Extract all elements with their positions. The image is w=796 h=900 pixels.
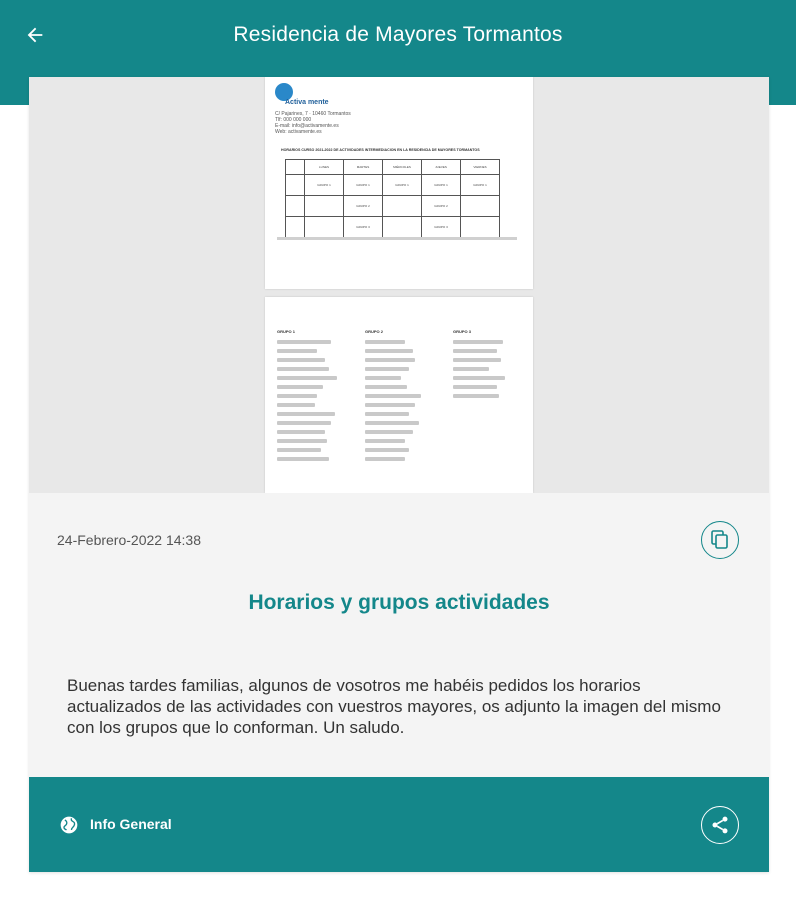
document-page-2 bbox=[265, 297, 533, 493]
category-label[interactable]: Info General bbox=[90, 816, 172, 832]
share-icon bbox=[710, 815, 730, 835]
copy-button[interactable] bbox=[701, 521, 739, 559]
document-page-1: Activa mente C/ Pajarines, 7 · 10460 Tormantos Tlf: 000 000 000 E-mail: info@activamente.es Web: activamente.es HORARIOS CURSO 2021-2022 DE ACTIVIDADES INTERMEDIACION EN LA RESIDENCIA DE MAYORES TORMANTOS LUNES MARTES MIÉRCOLES JUEVES VIERNES GRUPO 1 GRUPO 1 GRUPO 1 GRUPO 1 GRUPO 1 GRUPO 2 GRUPO 2 GRUPO 3 GRUPO 3 bbox=[265, 77, 533, 289]
post-date: 24-Febrero-2022 14:38 bbox=[57, 532, 201, 548]
globe-icon bbox=[59, 815, 79, 835]
post-body: Buenas tardes familias, algunos de vosotros me habéis pedidos los horarios actualizados de las actividades con vuestros mayores, os adjunto la imagen del mismo con los grupos que lo conforman. Un saludo. bbox=[67, 676, 721, 737]
page-title: Residencia de Mayores Tormantos bbox=[233, 23, 563, 46]
group-list-2: GRUPO 2 bbox=[365, 329, 425, 466]
attachment-image[interactable] bbox=[29, 77, 769, 493]
post-card bbox=[29, 77, 769, 872]
copy-icon bbox=[711, 530, 729, 550]
group-list-3: GRUPO 3 bbox=[453, 329, 513, 403]
document-logo-text: Activa mente bbox=[285, 99, 329, 106]
schedule-table: LUNES MARTES MIÉRCOLES JUEVES VIERNES GRUPO 1 GRUPO 1 GRUPO 1 GRUPO 1 GRUPO 1 GRUPO 2 GRUPO 2 GRUPO 3 GRUPO 3 bbox=[285, 159, 500, 238]
document-heading: HORARIOS CURSO 2021-2022 DE ACTIVIDADES INTERMEDIACION EN LA RESIDENCIA DE MAYORES TORMANTOS bbox=[281, 148, 480, 152]
post-footer bbox=[29, 777, 769, 872]
share-button[interactable] bbox=[701, 806, 739, 844]
post-title: Horarios y grupos actividades bbox=[248, 591, 550, 614]
group-list-1: GRUPO 1 bbox=[277, 329, 337, 466]
